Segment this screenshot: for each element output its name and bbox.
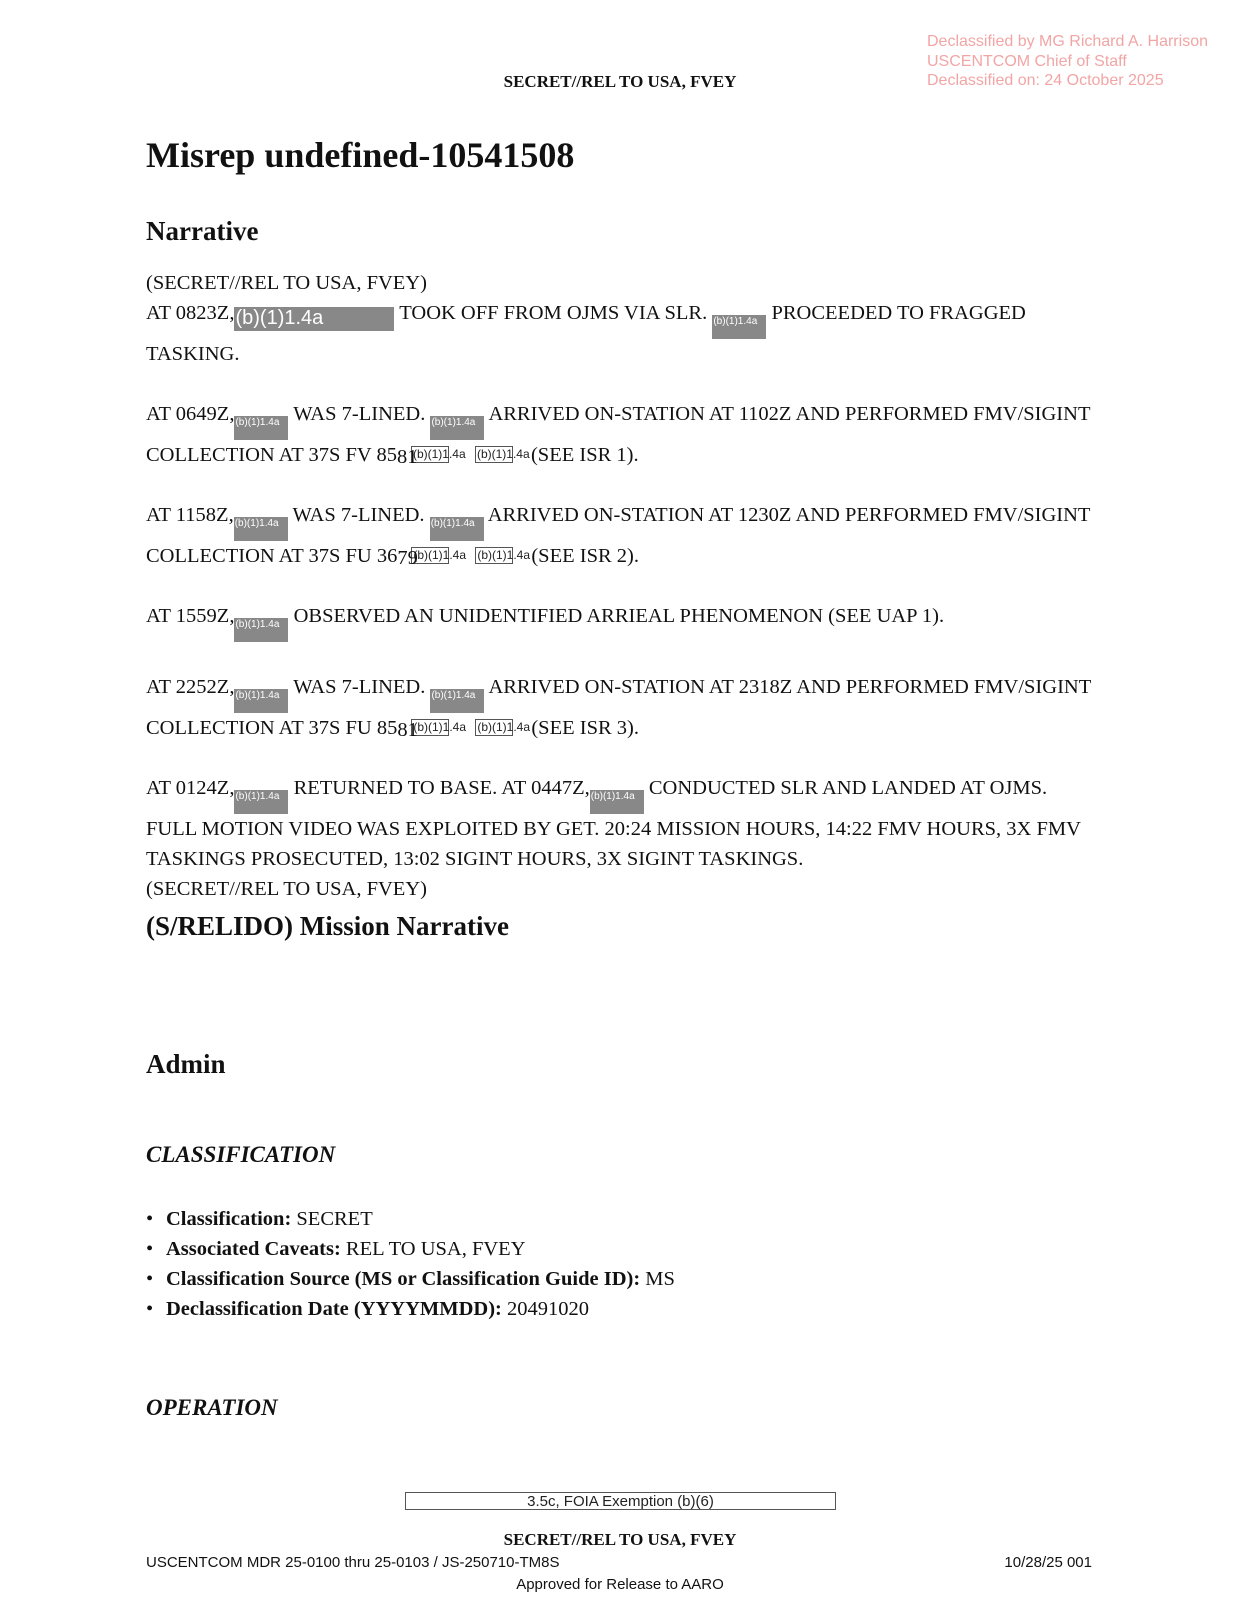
declass-office: USCENTCOM Chief of Staff [927, 52, 1127, 70]
redaction-box: (b)(1)1.4a [413, 720, 467, 734]
narrative-text: ARRIVED ON-STATION AT 1102Z AND PERFORMED FMV/SIGINT COLLECTION AT 37S FV 85 [146, 403, 1091, 466]
classification-banner-bottom: SECRET//REL TO USA, FVEY [503, 1530, 737, 1549]
narrative-text: RETURNED TO BASE. AT 0447Z, [293, 777, 590, 799]
footer-reference: USCENTCOM MDR 25-0100 thru 25-0103 / JS-250710-TM8S [146, 1554, 560, 1571]
narrative-text: (SEE ISR 2). [531, 545, 639, 567]
narrative-text: WAS 7-LINED. [293, 403, 426, 425]
redaction-block: (b)(1)1.4a [430, 517, 484, 541]
redaction-block: (b)(1)1.4a [234, 790, 288, 814]
narrative-paragraph-2 [146, 399, 1096, 470]
portion-marking: (SECRET//REL TO USA, FVEY) [146, 272, 427, 294]
list-item [146, 1264, 675, 1294]
portion-marking: (SECRET//REL TO USA, FVEY) [146, 878, 427, 900]
admin-heading: Admin [146, 1049, 226, 1079]
declass-date: Declassified on: 24 October 2025 [927, 72, 1164, 89]
narrative-text: AT 0649Z, [146, 403, 235, 425]
grid-redaction [397, 715, 531, 739]
narrative-body [146, 268, 1096, 904]
list-item [146, 1294, 675, 1324]
narrative-paragraph-4 [146, 601, 1096, 642]
narrative-text: ARRIVED ON-STATION AT 2318Z AND PERFORMED FMV/SIGINT COLLECTION AT 37S FU 85 [146, 676, 1091, 739]
redaction-block: (b)(1)1.4a [590, 790, 644, 814]
classification-banner-top: SECRET//REL TO USA, FVEY [503, 72, 737, 91]
narrative-paragraph-3 [146, 500, 1096, 571]
list-item [146, 1204, 675, 1234]
page-title: Misrep undefined-10541508 [146, 135, 575, 175]
narrative-text: AT 0823Z, [146, 302, 235, 324]
narrative-text: TOOK OFF FROM OJMS VIA SLR. [399, 302, 708, 324]
narrative-heading: Narrative [146, 216, 259, 246]
item-value: 20491020 [507, 1298, 590, 1320]
narrative-text: WAS 7-LINED. [293, 676, 426, 698]
operation-subheading: OPERATION [146, 1395, 278, 1420]
redaction-block: (b)(1)1.4a [234, 689, 288, 713]
classification-subheading: CLASSIFICATION [146, 1142, 336, 1167]
narrative-text: CONDUCTED SLR AND LANDED AT OJMS. FULL MOTION VIDEO WAS EXPLOITED BY GET. 20:24 MISSION HOURS, 14:22 FMV HOURS, 3X FMV TASKINGS PROSECUTED, 13:02 SIGINT HOURS, 3X SIGINT TASKINGS. [146, 777, 1081, 870]
footer-page-id: 10/28/25 001 [1004, 1554, 1092, 1571]
redaction-box: (b)(1)1.4a [477, 548, 531, 562]
redaction-block: (b)(1)1.4a [234, 517, 288, 541]
item-label: Classification Source (MS or Classification Guide ID): [166, 1268, 641, 1290]
redaction-box: (b)(1)1.4a [476, 447, 530, 461]
narrative-text: PROCEEDED TO FRAGGED TASKING. [146, 302, 1026, 365]
redaction-block: (b)(1)1.4a [430, 689, 484, 713]
narrative-paragraph-1 [146, 268, 1096, 369]
item-value: MS [645, 1268, 675, 1290]
narrative-text: OBSERVED AN UNIDENTIFIED ARRIEAL PHENOMENON (SEE UAP 1). [293, 605, 945, 627]
redaction-box: (b)(1)1.4a [477, 720, 531, 734]
redaction-block: (b)(1)1.4a [712, 315, 766, 339]
classification-list [146, 1204, 675, 1324]
narrative-text: AT 0124Z, [146, 777, 235, 799]
item-label: Declassification Date (YYYYMMDD): [166, 1298, 502, 1320]
item-label: Classification: [166, 1208, 292, 1230]
grid-redaction [397, 543, 531, 567]
redaction-block: (b)(1)1.4a [234, 416, 288, 440]
grid-digits: 81 [397, 719, 418, 741]
redaction-block: (b)(1)1.4a [234, 307, 394, 331]
redaction-box: (b)(1)1.4a [413, 548, 467, 562]
grid-redaction [397, 442, 531, 466]
item-value: REL TO USA, FVEY [345, 1238, 526, 1260]
redaction-block: (b)(1)1.4a [430, 416, 484, 440]
foia-exemption-box: 3.5c, FOIA Exemption (b)(6) [405, 1492, 836, 1510]
approval-note: Approved for Release to AARO [516, 1576, 724, 1593]
narrative-text: AT 2252Z, [146, 676, 235, 698]
narrative-text: (SEE ISR 3). [531, 717, 639, 739]
narrative-paragraph-5 [146, 672, 1096, 743]
redaction-box: (b)(1)1.4a [412, 447, 466, 461]
item-label: Associated Caveats: [166, 1238, 341, 1260]
narrative-text: (SEE ISR 1). [530, 444, 639, 466]
list-item [146, 1234, 675, 1264]
redaction-block: (b)(1)1.4a [234, 618, 288, 642]
item-value: SECRET [296, 1208, 373, 1230]
mission-narrative-heading: (S/RELIDO) Mission Narrative [146, 911, 509, 941]
grid-digits: 79 [397, 547, 418, 569]
narrative-text: AT 1559Z, [146, 605, 235, 627]
narrative-text: WAS 7-LINED. [292, 504, 425, 526]
narrative-text: ARRIVED ON-STATION AT 1230Z AND PERFORMED FMV/SIGINT COLLECTION AT 37S FU 36 [146, 504, 1091, 567]
grid-digits: 81 [396, 446, 418, 468]
narrative-text: AT 1158Z, [146, 504, 234, 526]
narrative-paragraph-6 [146, 773, 1096, 904]
declass-authority: Declassified by MG Richard A. Harrison [927, 33, 1208, 50]
